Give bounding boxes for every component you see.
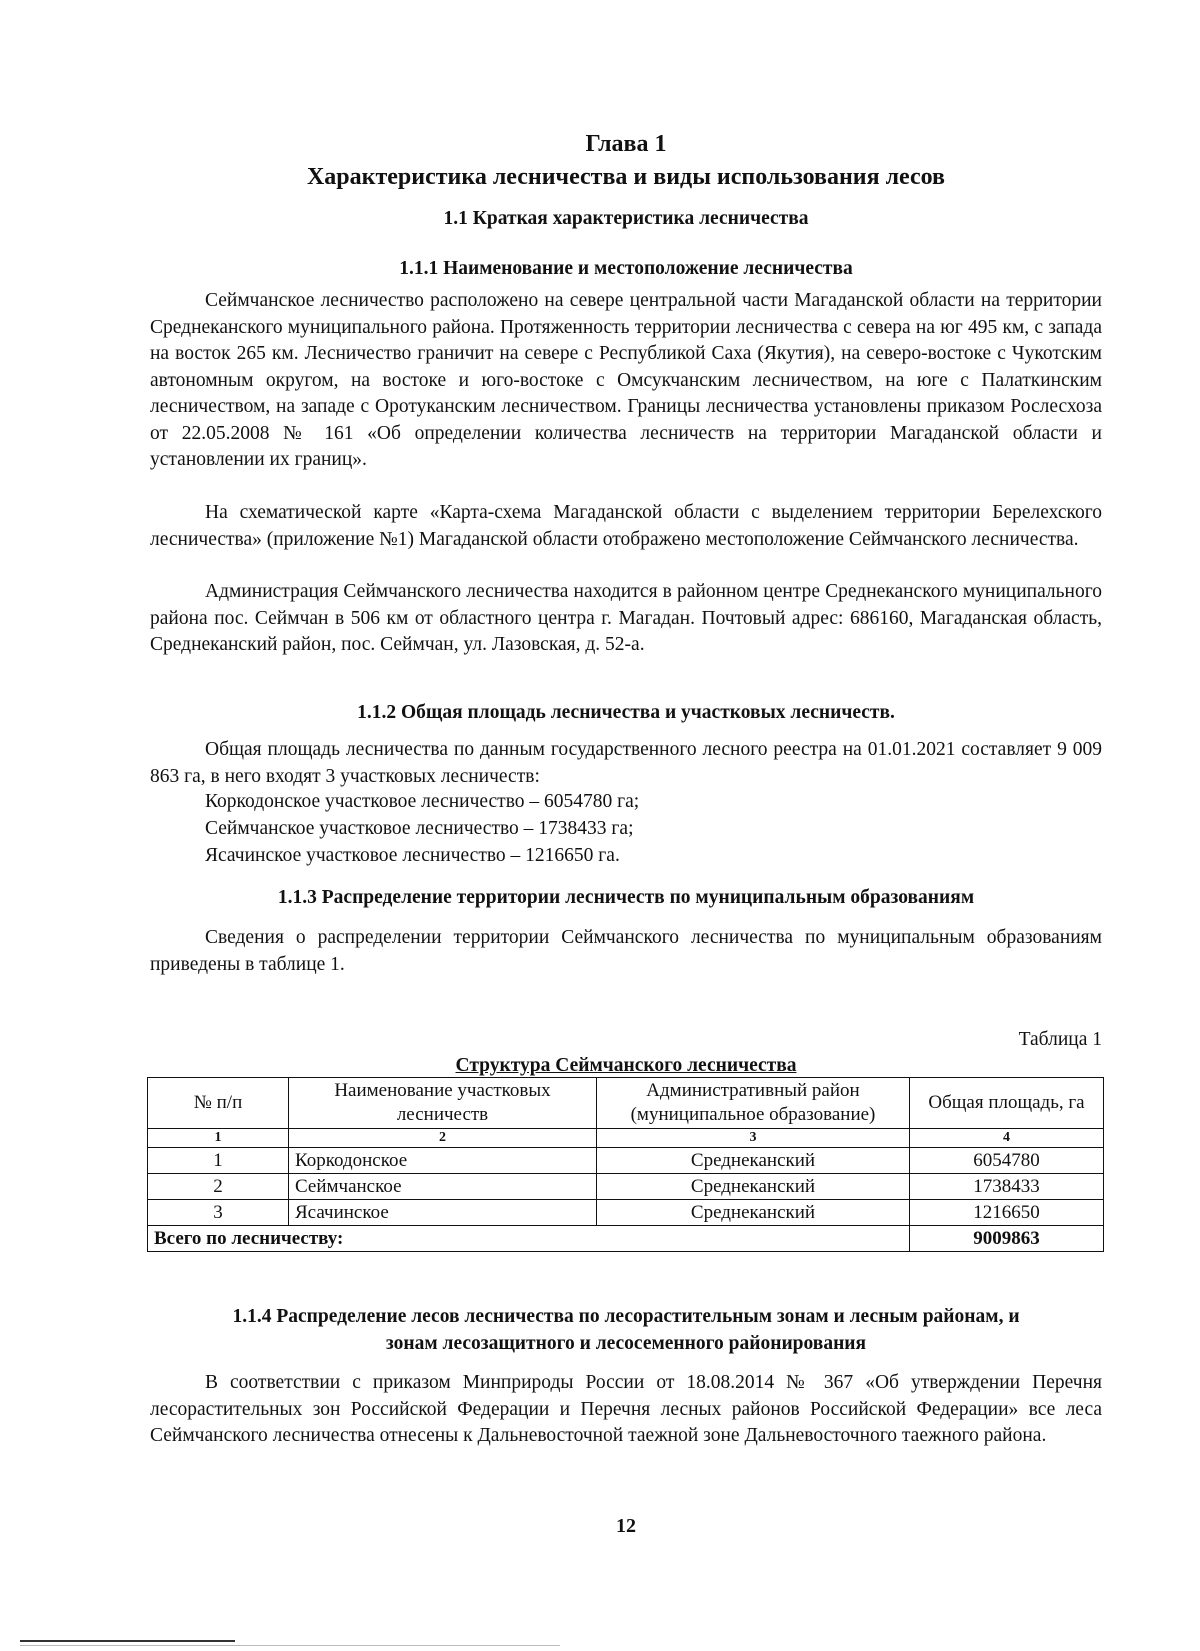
table-cell: 1738433 xyxy=(910,1174,1104,1200)
section-1-1-3-paragraph: Сведения о распределении территории Сеймчанского лесничества по муниципальным образованиям приведены в таблице 1. xyxy=(150,927,1102,975)
table-index-row xyxy=(148,1129,1104,1148)
table-title: Структура Сеймчанского лесничества xyxy=(455,1055,797,1076)
section-1-1-title: 1.1 Краткая характеристика лесничества xyxy=(443,208,809,229)
section-1-1-1-paragraph-2: На схематической карте «Карта-схема Магаданской области с выделением территории Берелехского лесничества» (приложение №1) Магаданской области отображено местоположение Сеймчанского лесничества. xyxy=(150,502,1102,550)
chapter-number: Глава 1 xyxy=(585,131,667,157)
table-cell: Среднеканский xyxy=(597,1200,910,1226)
table-row xyxy=(148,1200,1104,1226)
section-1-1-2-paragraph: Общая площадь лесничества по данным государственного лесного реестра на 01.01.2021 составляет 9 009 863 га, в него входят 3 участковых лесничеств: xyxy=(150,739,1102,787)
table-total-label: Всего по лесничеству: xyxy=(148,1226,910,1252)
section-1-1-4-title-line-2: зонам лесозащитного и лесосеменного районирования xyxy=(385,1333,867,1354)
table-index-cell: 4 xyxy=(910,1129,1104,1148)
table-index-cell: 3 xyxy=(597,1129,910,1148)
table-header-cell: Наименование участковых лесничеств xyxy=(289,1078,597,1129)
bottom-scan-rule-faint xyxy=(20,1645,560,1646)
table-cell: 1 xyxy=(148,1148,289,1174)
table-header-row xyxy=(148,1078,1104,1129)
table-cell: Среднеканский xyxy=(597,1148,910,1174)
chapter-heading xyxy=(150,128,1102,194)
section-1-1-4-title-line-1: 1.1.4 Распределение лесов лесничества по лесорастительным зонам и лесным районам, и xyxy=(232,1306,1020,1327)
table-cell: 1216650 xyxy=(910,1200,1104,1226)
table-index-cell: 1 xyxy=(148,1129,289,1148)
table-cell: Среднеканский xyxy=(597,1174,910,1200)
table-cell: Коркодонское xyxy=(289,1148,597,1174)
table-row xyxy=(148,1148,1104,1174)
bottom-scan-rule xyxy=(20,1640,235,1642)
page-number: 12 xyxy=(616,1515,636,1537)
table-header-cell: Общая площадь, га xyxy=(910,1078,1104,1129)
list-item: Сеймчанское участковое лесничество – 1738433 га; xyxy=(205,818,634,839)
table-cell: 6054780 xyxy=(910,1148,1104,1174)
section-1-1-1-paragraph-3: Администрация Сеймчанского лесничества находится в районном центре Среднеканского муниципального района пос. Сеймчан в 506 км от областного центра г. Магадан. Почтовый адрес: 686160, Магаданская область, Среднеканский район, пос. Сеймчан, ул. Лазовская, д. 52-а. xyxy=(150,581,1102,655)
table-total-value: 9009863 xyxy=(910,1226,1104,1252)
section-1-1-2-title: 1.1.2 Общая площадь лесничества и участковых лесничеств. xyxy=(357,702,895,723)
chapter-title: Характеристика лесничества и виды использования лесов xyxy=(306,164,946,190)
table-cell: Сеймчанское xyxy=(289,1174,597,1200)
list-item: Ясачинское участковое лесничество – 1216650 га. xyxy=(205,845,620,866)
table-cell: 2 xyxy=(148,1174,289,1200)
table-label: Таблица 1 xyxy=(1018,1029,1102,1050)
section-1-1-1-paragraph-1: Сеймчанское лесничество расположено на севере центральной части Магаданской области на территории Среднеканского муниципального района. Протяженность территории лесничества с севера на юг 495 км, с запада на восток 265 км. Лесничество граничит на севере с Республикой Саха (Якутия), на северо-востоке с Чукотским автономным округом, на востоке и юго-востоке с Омсукчанским лесничеством, на юге с Палаткинским лесничеством, на западе с Оротуканским лесничеством. Границы лесничества установлены приказом Рослесхоза от 22.05.2008 № 161 «Об определении количества лесничеств на территории Магаданской области и установлении их границ». xyxy=(150,290,1102,470)
table-index-cell: 2 xyxy=(289,1129,597,1148)
section-1-1-3-title: 1.1.3 Распределение территории лесничеств по муниципальным образованиям xyxy=(277,887,975,908)
section-1-1-1-title: 1.1.1 Наименование и местоположение лесничества xyxy=(399,258,853,279)
table-cell: Ясачинское xyxy=(289,1200,597,1226)
table-row xyxy=(148,1174,1104,1200)
structure-table xyxy=(147,1077,1104,1252)
table-cell: 3 xyxy=(148,1200,289,1226)
list-item: Коркодонское участковое лесничество – 6054780 га; xyxy=(205,791,640,812)
table-header-cell: Административный район (муниципальное образование) xyxy=(597,1078,910,1129)
table-total-row xyxy=(148,1226,1104,1252)
section-1-1-4-paragraph: В соответствии с приказом Минприроды России от 18.08.2014 № 367 «Об утверждении Перечня лесорастительных зон Российской Федерации и Перечня лесных районов Российской Федерации» все леса Сеймчанского лесничества отнесены к Дальневосточной таежной зоне Дальневосточного таежного района. xyxy=(150,1372,1102,1446)
section-1-1-4-title xyxy=(150,1303,1102,1357)
table-header-cell: № п/п xyxy=(148,1078,289,1129)
